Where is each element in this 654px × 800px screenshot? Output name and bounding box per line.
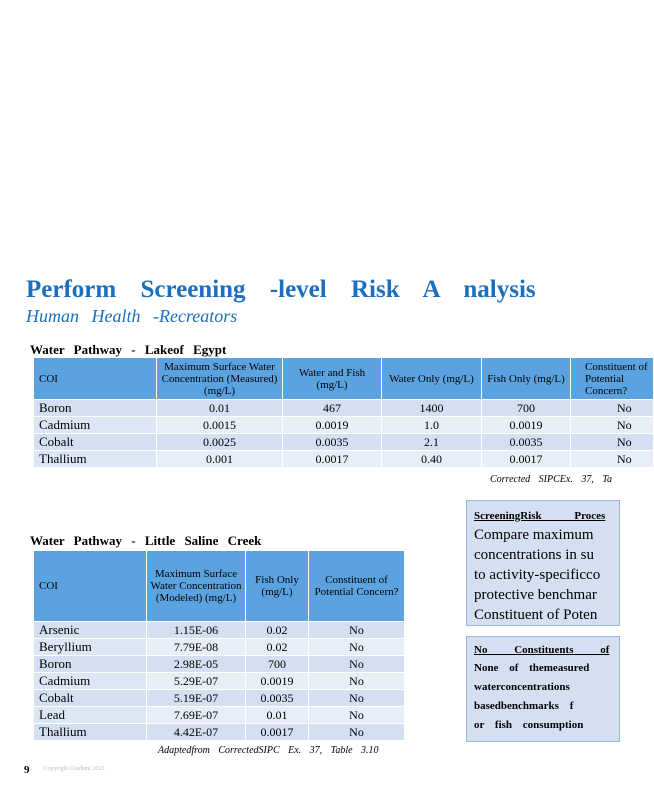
table1-source: Corrected SIPCEx. 37, Ta: [490, 474, 612, 485]
header-water-fish: Water and Fish (mg/L): [283, 358, 382, 400]
cell-value: 0.0035: [482, 434, 571, 451]
cell-value: 0.0019: [283, 417, 382, 434]
cell-coi: Cobalt: [34, 434, 157, 451]
cell-value: 5.19E-07: [147, 690, 246, 707]
cell-value: No: [309, 622, 405, 639]
cell-value: 0.01: [157, 400, 283, 417]
cell-value: No: [571, 451, 654, 468]
cell-value: 0.01: [246, 707, 309, 724]
cell-value: 0.0025: [157, 434, 283, 451]
cell-value: 0.02: [246, 639, 309, 656]
no-constituents-box: [466, 636, 620, 742]
table-row: [34, 451, 654, 468]
cell-value: 0.001: [157, 451, 283, 468]
cell-value: No: [309, 673, 405, 690]
cell-value: 0.0035: [246, 690, 309, 707]
cell-value: 7.79E-08: [147, 639, 246, 656]
table-row: [34, 724, 405, 741]
cell-value: 0.0019: [482, 417, 571, 434]
screening-process-box: [466, 500, 620, 626]
page-number: 9: [24, 764, 30, 776]
table1-heading: Water Pathway - Lakeof Egypt: [30, 342, 227, 357]
cell-value: No: [309, 639, 405, 656]
cell-value: 0.0015: [157, 417, 283, 434]
box2-line: basedbenchmarks f: [474, 700, 574, 712]
cell-value: 0.0017: [246, 724, 309, 741]
cell-coi: Cadmium: [34, 417, 157, 434]
cell-value: No: [309, 724, 405, 741]
header-max-conc: Maximum Surface Water Concentration (Measured) (mg/L): [157, 358, 283, 400]
little-saline-creek-table: [33, 550, 405, 741]
header-fish-only: Fish Only (mg/L): [246, 551, 309, 622]
table2-heading: Water Pathway - Little Saline Creek: [30, 533, 262, 548]
table-row: [34, 639, 405, 656]
table-row: [34, 707, 405, 724]
cell-coi: Cobalt: [34, 690, 147, 707]
cell-coi: Arsenic: [34, 622, 147, 639]
cell-value: 0.0019: [246, 673, 309, 690]
table-row: [34, 417, 654, 434]
cell-coi: Lead: [34, 707, 147, 724]
cell-value: No: [571, 434, 654, 451]
cell-value: 0.0017: [283, 451, 382, 468]
header-max-conc: Maximum Surface Water Concentration (Modeled) (mg/L): [147, 551, 246, 622]
cell-value: 0.02: [246, 622, 309, 639]
cell-value: 0.0035: [283, 434, 382, 451]
cell-coi: Boron: [34, 656, 147, 673]
cell-value: 700: [482, 400, 571, 417]
cell-coi: Boron: [34, 400, 157, 417]
cell-value: No: [309, 656, 405, 673]
cell-coi: Cadmium: [34, 673, 147, 690]
cell-value: 0.40: [382, 451, 482, 468]
cell-coi: Beryllium: [34, 639, 147, 656]
cell-value: No: [571, 417, 654, 434]
cell-value: 2.98E-05: [147, 656, 246, 673]
cell-value: 5.29E-07: [147, 673, 246, 690]
box2-line: waterconcentrations: [474, 681, 570, 693]
table-row: [34, 400, 654, 417]
cell-value: No: [309, 690, 405, 707]
table-row: [34, 690, 405, 707]
box2-line: or fish consumption: [474, 719, 584, 731]
box1-line: Constituent of Poten: [474, 607, 598, 623]
cell-value: 1.0: [382, 417, 482, 434]
header-copc: Constituent of Potential Concern?: [571, 358, 654, 400]
lake-egypt-table: [33, 357, 654, 468]
page-subtitle: Human Health -Recreators: [26, 306, 238, 326]
cell-value: 2.1: [382, 434, 482, 451]
cell-value: 1.15E-06: [147, 622, 246, 639]
table-row: [34, 434, 654, 451]
table-row: [34, 656, 405, 673]
header-coi: COI: [34, 358, 157, 400]
header-coi: COI: [34, 551, 147, 622]
header-fish-only: Fish Only (mg/L): [482, 358, 571, 400]
cell-coi: Thallium: [34, 724, 147, 741]
box1-line: protective benchmar: [474, 587, 597, 603]
box2-heading: No Constituents of: [474, 644, 610, 656]
cell-value: 700: [246, 656, 309, 673]
cell-value: 4.42E-07: [147, 724, 246, 741]
cell-value: 467: [283, 400, 382, 417]
table2-source: Adaptedfrom CorrectedSIPC Ex. 37, Table 3.10: [158, 745, 379, 756]
box1-line: concentrations in su: [474, 547, 594, 563]
box1-heading: ScreeningRisk Proces: [474, 510, 606, 522]
cell-value: No: [571, 400, 654, 417]
header-water-only: Water Only (mg/L): [382, 358, 482, 400]
cell-value: No: [309, 707, 405, 724]
box1-line: Compare maximum: [474, 527, 594, 543]
copyright-text: Copyright Gradient 2023: [44, 766, 105, 772]
box1-line: to activity-specificco: [474, 567, 601, 583]
page-title: Perform Screening -level Risk A nalysis: [26, 276, 536, 303]
box2-line: None of themeasured: [474, 662, 590, 674]
cell-coi: Thallium: [34, 451, 157, 468]
table-row: [34, 622, 405, 639]
table-row: [34, 673, 405, 690]
header-copc: Constituent of Potential Concern?: [309, 551, 405, 622]
cell-value: 0.0017: [482, 451, 571, 468]
cell-value: 7.69E-07: [147, 707, 246, 724]
cell-value: 1400: [382, 400, 482, 417]
